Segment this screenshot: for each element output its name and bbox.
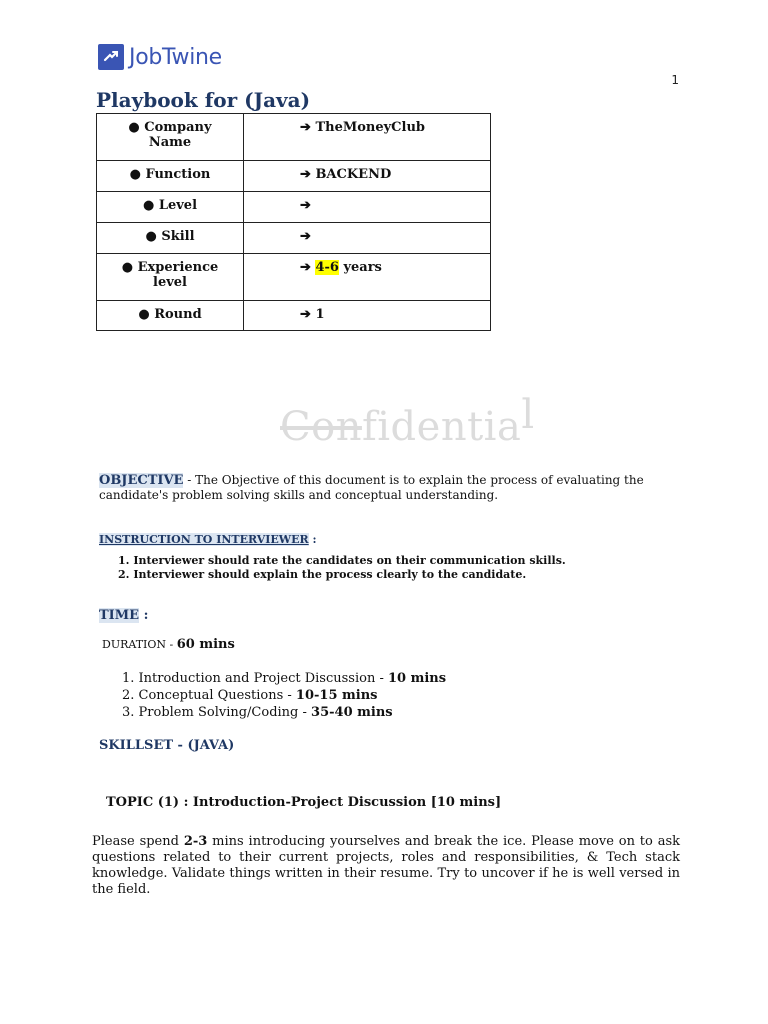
table-cell-label: ● Level	[97, 192, 244, 223]
table-cell-label: ● Round	[97, 301, 244, 331]
objective-keyword: OBJECTIVE	[99, 473, 184, 488]
list-item: 1. Introduction and Project Discussion - 10 mins	[122, 671, 447, 686]
table-cell-value	[244, 223, 491, 254]
table-row	[97, 161, 491, 192]
arrow-icon: ➔	[300, 120, 311, 135]
table-cell-value	[244, 192, 491, 223]
table-cell-label: ● Skill	[97, 223, 244, 254]
table-cell-label: ● Company Name	[97, 114, 244, 161]
playbook-info-table	[96, 113, 491, 331]
list-item: 2. Conceptual Questions - 10-15 mins	[122, 688, 378, 703]
confidential-watermark: Confidential	[280, 392, 535, 450]
table-row	[97, 254, 491, 301]
table-cell-label: ● Experience level	[97, 254, 244, 301]
table-row	[97, 301, 491, 331]
table-row	[97, 223, 491, 254]
skillset-heading: SKILLSET - (JAVA)	[99, 738, 235, 753]
table-cell-label: ● Function	[97, 161, 244, 192]
arrow-icon: ➔	[300, 307, 311, 322]
agenda-list	[122, 670, 446, 721]
list-item: 2. Interviewer should explain the process clearly to the candidate.	[118, 568, 527, 581]
table-row	[97, 114, 491, 161]
topic-heading: TOPIC (1) : Introduction-Project Discussion [10 mins]	[106, 795, 502, 810]
arrow-icon: ➔	[300, 229, 311, 244]
table-cell-value: ➔ 1	[244, 301, 491, 331]
instruction-heading: INSTRUCTION TO INTERVIEWER :	[99, 533, 317, 546]
list-item: 1. Interviewer should rate the candidates on their communication skills.	[118, 554, 566, 567]
table-cell-value: ➔ TheMoneyClub	[244, 114, 491, 161]
highlighted-value: 4-6	[315, 260, 339, 275]
arrow-icon: ➔	[300, 167, 311, 182]
list-item: 3. Problem Solving/Coding - 35-40 mins	[122, 705, 393, 720]
page-number: 1	[671, 73, 679, 87]
table-cell-value: ➔ BACKEND	[244, 161, 491, 192]
arrow-icon: ➔	[300, 198, 311, 213]
jobtwine-logo-icon	[98, 44, 124, 70]
arrow-icon: ➔	[300, 260, 311, 275]
duration-line: DURATION - 60 mins	[102, 637, 235, 652]
logo-text: JobTwine	[129, 44, 222, 70]
table-cell-value: ➔ 4-6 years	[244, 254, 491, 301]
page-title: Playbook for (Java)	[96, 88, 311, 112]
jobtwine-logo	[98, 44, 222, 70]
time-heading: TIME :	[99, 608, 149, 623]
table-row	[97, 192, 491, 223]
topic-paragraph: Please spend 2-3 mins introducing yourselves and break the ice. Please move on to ask questions related to their current projects, roles and responsibilities, & Tech stack knowledge. Validate things written in their resume. Try to uncover if he is well versed in the field.	[92, 834, 681, 897]
instruction-list	[118, 554, 566, 582]
objective-paragraph: OBJECTIVE - The Objective of this document is to explain the process of evaluating the candidate's problem solving skills and conceptual understanding.	[99, 473, 644, 502]
